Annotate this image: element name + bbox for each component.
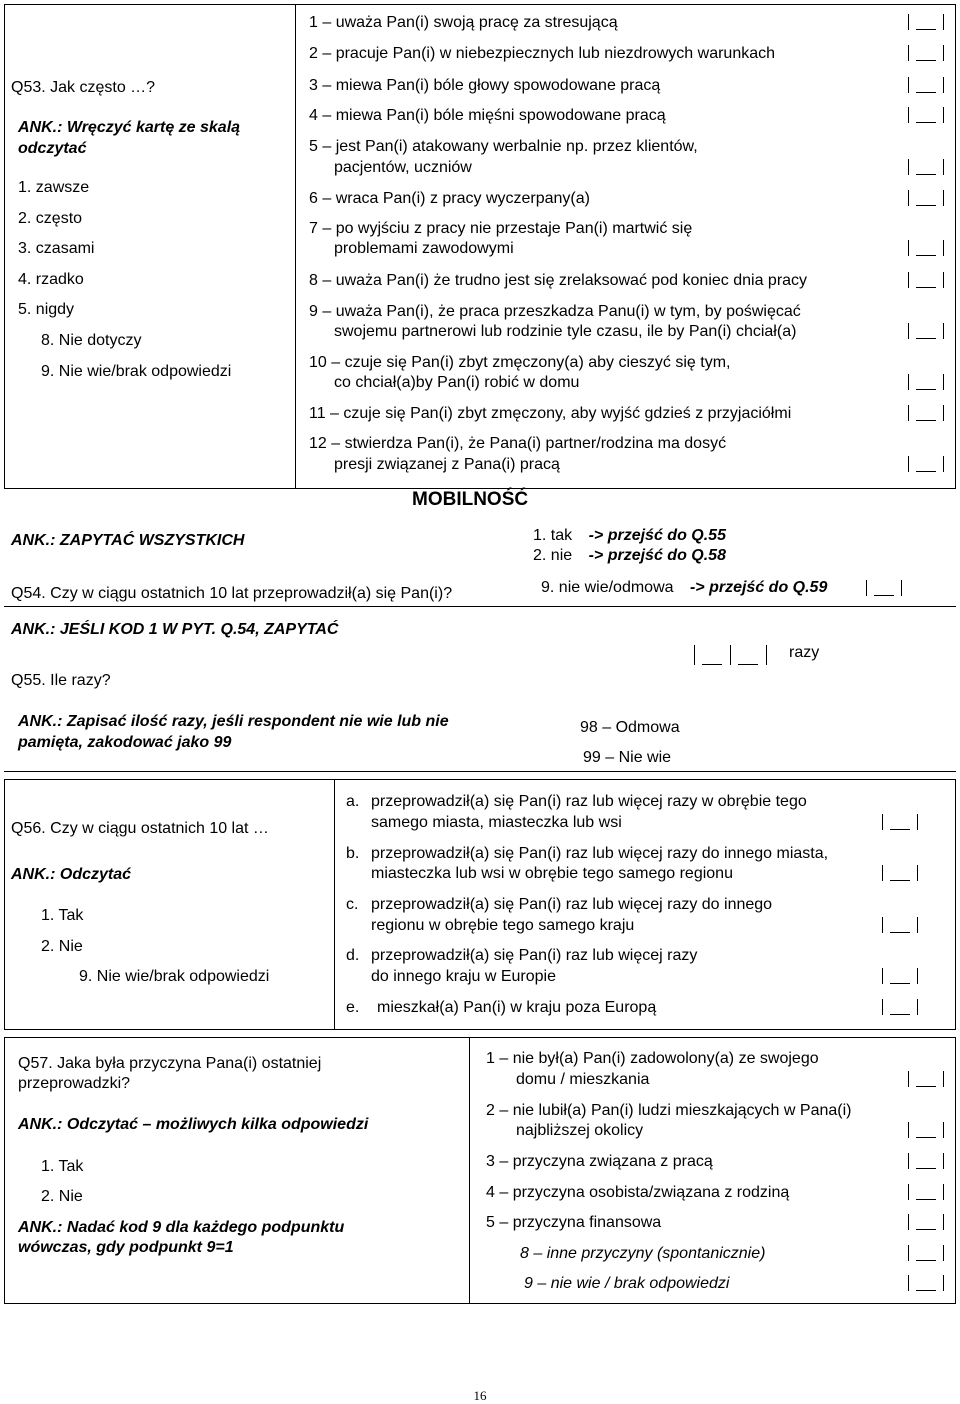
- q56-item-letter: d.: [346, 947, 360, 964]
- answer-box[interactable]: [908, 45, 944, 61]
- q53-item: 2 – pracuje Pan(i) w niebezpiecznych lub niezdrowych warunkach: [309, 45, 776, 62]
- q54-question: Q54. Czy w ciągu ostatnich 10 lat przeprowadził(a) się Pan(i)?: [11, 585, 453, 602]
- q56-item-letter: e.: [346, 999, 360, 1016]
- q57-item: 4 – przyczyna osobista/związana z rodziną: [486, 1184, 790, 1201]
- q54-option-9-label: 9. nie wie/odmowa: [541, 579, 674, 596]
- q53-item: 3 – miewa Pan(i) bóle głowy spowodowane pracą: [309, 77, 661, 94]
- frame-right: [955, 1037, 956, 1303]
- q53-item: 5 – jest Pan(i) atakowany werbalnie np. przez klientów,: [309, 138, 698, 155]
- q53-item: 6 – wraca Pan(i) z pracy wyczerpany(a): [309, 190, 590, 207]
- q56-item: przeprowadził(a) się Pan(i) raz lub więcej razy do innego: [371, 896, 773, 913]
- frame-right: [955, 4, 956, 488]
- answer-box[interactable]: [908, 272, 944, 288]
- q55-note-line2: pamięta, zakodować jako 99: [18, 734, 232, 751]
- frame-left: [4, 779, 5, 1029]
- answer-box[interactable]: [882, 814, 918, 830]
- answer-box[interactable]: [882, 865, 918, 881]
- scale-option: 4. rzadko: [18, 271, 84, 288]
- q57-instruction: ANK.: Odczytać – możliwych kilka odpowiedzi: [18, 1116, 369, 1133]
- q56-instruction: ANK.: Odczytać: [11, 866, 132, 883]
- answer-box[interactable]: [908, 1245, 944, 1261]
- answer-box[interactable]: [908, 1275, 944, 1291]
- q57-item: 8 – inne przyczyny (spontanicznie): [520, 1245, 766, 1262]
- answer-box[interactable]: [882, 999, 918, 1015]
- q56-item: przeprowadził(a) się Pan(i) raz lub więcej razy do innego miasta,: [371, 845, 829, 862]
- q56-item: przeprowadził(a) się Pan(i) raz lub więcej razy: [371, 947, 698, 964]
- frame-top: [4, 4, 956, 5]
- q57-item: 2 – nie lubił(a) Pan(i) ludzi mieszkających w Pana(i): [486, 1102, 852, 1119]
- q53-item: 12 – stwierdza Pan(i), że Pana(i) partner/rodzina ma dosyć: [309, 435, 727, 452]
- q57-option: 1. Tak: [41, 1158, 84, 1175]
- frame-bottom: [4, 1303, 956, 1304]
- q57-item: 5 – przyczyna finansowa: [486, 1214, 662, 1231]
- answer-box[interactable]: [908, 1184, 944, 1200]
- answer-box[interactable]: [908, 77, 944, 93]
- q56-item-letter: c.: [346, 896, 359, 913]
- frame-top: [4, 1037, 956, 1038]
- answer-box[interactable]: [866, 580, 902, 596]
- q56-item-cont: do innego kraju w Europie: [371, 968, 557, 985]
- q57-item: 3 – przyczyna związana z pracą: [486, 1153, 713, 1170]
- q57-item-cont: domu / mieszkania: [516, 1071, 650, 1088]
- q57-item: 1 – nie był(a) Pan(i) zadowolony(a) ze swojego: [486, 1050, 819, 1067]
- q56-item-letter: b.: [346, 845, 360, 862]
- answer-box[interactable]: [908, 240, 944, 256]
- q55-instruction: ANK.: JEŚLI KOD 1 W PYT. Q.54, ZAPYTAĆ: [11, 621, 339, 638]
- q54-option-1-label: 1. tak: [533, 527, 573, 544]
- frame-left: [4, 1037, 5, 1303]
- q53-item: 7 – po wyjściu z pracy nie przestaje Pan(i) martwić się: [309, 220, 693, 237]
- q53-item: 1 – uważa Pan(i) swoją pracę za stresującą: [309, 14, 618, 31]
- q53-item-cont: swojemu partnerowi lub rodzinie tyle czasu, ile by Pan(i) chciał(a): [334, 323, 797, 340]
- q55-code-98: 98 – Odmowa: [580, 719, 680, 736]
- q53-instruction2: odczytać: [18, 140, 87, 157]
- q56-question: Q56. Czy w ciągu ostatnich 10 lat …: [11, 820, 269, 837]
- q54-option-9: [541, 578, 827, 598]
- q57-question: Q57. Jaka była przyczyna Pana(i) ostatniej: [18, 1055, 322, 1072]
- answer-box[interactable]: [908, 190, 944, 206]
- scale-option: 3. czasami: [18, 240, 95, 257]
- q54-option-9-route: -> przejść do Q.59: [689, 579, 828, 596]
- q53-item: 9 – uważa Pan(i), że praca przeszkadza Panu(i) w tym, by poświęcać: [309, 303, 801, 320]
- answer-box[interactable]: [908, 1122, 944, 1138]
- q54-instruction: ANK.: ZAPYTAĆ WSZYSTKICH: [11, 532, 245, 549]
- column-divider: [469, 1037, 470, 1303]
- answer-box[interactable]: [908, 14, 944, 30]
- answer-box[interactable]: [882, 968, 918, 984]
- divider: [4, 606, 956, 607]
- page-number: 16: [473, 1388, 487, 1403]
- answer-box[interactable]: [908, 1071, 944, 1087]
- column-divider: [295, 4, 296, 488]
- q57-option: 2. Nie: [41, 1188, 83, 1205]
- q55-code-99: 99 – Nie wie: [583, 749, 672, 766]
- q53-item-cont: problemami zawodowymi: [334, 240, 514, 257]
- q53-item: 11 – czuje się Pan(i) zbyt zmęczony, aby wyjść gdzieś z przyjaciółmi: [309, 405, 792, 422]
- scale-option: 1. zawsze: [18, 179, 90, 196]
- count-input[interactable]: [694, 645, 766, 665]
- answer-box[interactable]: [908, 1214, 944, 1230]
- q54-option-1: [533, 526, 726, 546]
- q56-item-cont: miasteczka lub wsi w obrębie tego samego regionu: [371, 865, 733, 882]
- answer-box[interactable]: [908, 323, 944, 339]
- q53-item: 10 – czuje się Pan(i) zbyt zmęczony(a) aby cieszyć się tym,: [309, 354, 731, 371]
- answer-box[interactable]: [908, 159, 944, 175]
- answer-box[interactable]: [908, 107, 944, 123]
- q53-item: 8 – uważa Pan(i) że trudno jest się zrelaksować pod koniec dnia pracy: [309, 272, 808, 289]
- frame-right: [955, 779, 956, 1029]
- q57-item: 9 – nie wie / brak odpowiedzi: [524, 1275, 730, 1292]
- q54-option-2-label: 2. nie: [533, 547, 573, 564]
- q56-item: przeprowadził(a) się Pan(i) raz lub więcej razy w obrębie tego: [371, 793, 807, 810]
- q56-option: 2. Nie: [41, 938, 83, 955]
- q56-option: 9. Nie wie/brak odpowiedzi: [79, 968, 270, 985]
- column-divider: [334, 779, 335, 1029]
- q54-option-2: [533, 546, 726, 566]
- q57-note-cont: wówczas, gdy podpunkt 9=1: [18, 1239, 234, 1256]
- q56-item-cont: samego miasta, miasteczka lub wsi: [371, 814, 622, 831]
- frame-left: [4, 4, 5, 488]
- q55-question: Q55. Ile razy?: [11, 672, 111, 689]
- q57-note: ANK.: Nadać kod 9 dla każdego podpunktu: [18, 1219, 345, 1236]
- q53-item-cont: presji związanej z Pana(i) pracą: [334, 456, 560, 473]
- q56-item-letter: a.: [346, 793, 360, 810]
- scale-option: 5. nigdy: [18, 301, 75, 318]
- q56-item-cont: regionu w obrębie tego samego kraju: [371, 917, 635, 934]
- q53-id: Q53. Jak często …?: [11, 79, 156, 96]
- q54-option-1-route: -> przejść do Q.55: [588, 527, 726, 544]
- q57-item-cont: najbliższej okolicy: [516, 1122, 644, 1139]
- q53-instruction: ANK.: Wręczyć kartę ze skalą: [18, 119, 241, 136]
- answer-box[interactable]: [908, 405, 944, 421]
- section-title: MOBILNOŚĆ: [412, 489, 529, 510]
- scale-option: 9. Nie wie/brak odpowiedzi: [41, 363, 232, 380]
- q54-option-2-route: -> przejść do Q.58: [588, 547, 726, 564]
- q53-item: 4 – miewa Pan(i) bóle mięśni spowodowane pracą: [309, 107, 666, 124]
- answer-box[interactable]: [908, 374, 944, 390]
- scale-option: 2. często: [18, 210, 83, 227]
- answer-box[interactable]: [908, 456, 944, 472]
- q55-unit: razy: [789, 644, 820, 661]
- q55-note-line1: ANK.: Zapisać ilość razy, jeśli respondent nie wie lub nie: [18, 713, 449, 730]
- divider: [4, 771, 956, 772]
- answer-box[interactable]: [908, 1153, 944, 1169]
- frame-bottom: [4, 1029, 956, 1030]
- q56-option: 1. Tak: [41, 907, 84, 924]
- q57-question-cont: przeprowadzki?: [18, 1075, 131, 1092]
- frame-top: [4, 779, 956, 780]
- q56-item: mieszkał(a) Pan(i) w kraju poza Europą: [377, 999, 657, 1016]
- answer-box[interactable]: [882, 917, 918, 933]
- q53-item-cont: pacjentów, uczniów: [334, 159, 472, 176]
- q53-item-cont: co chciał(a)by Pan(i) robić w domu: [334, 374, 580, 391]
- scale-option: 8. Nie dotyczy: [41, 332, 142, 349]
